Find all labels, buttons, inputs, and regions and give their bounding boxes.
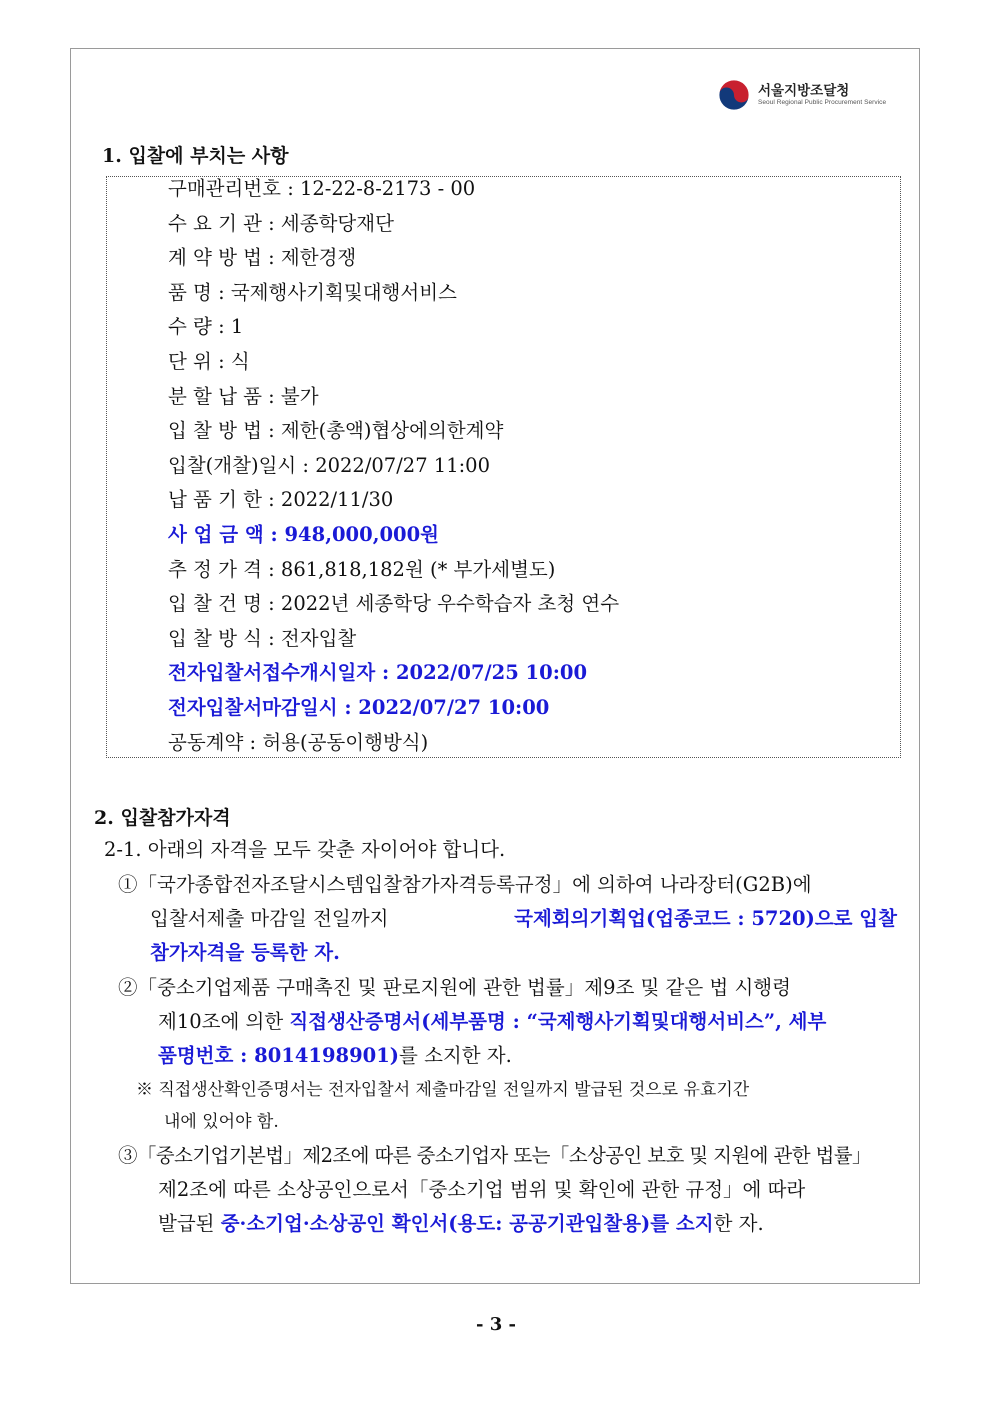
item3-line1: ③「중소기업기본법」제2조에 따른 중소기업자 또는「소상공인 보호 및 지원에 관한 법률」 xyxy=(118,1144,871,1167)
bid-info-row: 추 정 가 격 : 861,818,182원 (* 부가세별도) xyxy=(168,557,556,581)
qualification-intro: 2-1. 아래의 자격을 모두 갖춘 자이어야 합니다. xyxy=(104,838,506,861)
bid-info-row: 수 요 기 관 : 세종학당재단 xyxy=(168,211,394,235)
item3-line3-text: 발급된 xyxy=(158,1212,215,1235)
bid-info-row: 입 찰 건 명 : 2022년 세종학당 우수학습자 초청 연수 xyxy=(168,592,620,616)
logo xyxy=(718,78,898,114)
bid-info-row: 입 찰 방 식 : 전자입찰 xyxy=(168,626,357,650)
item1-line2 xyxy=(150,907,897,930)
taegeuk-emblem-icon xyxy=(718,79,750,111)
bid-info-row: 전자입찰서마감일시 : 2022/07/27 10:00 xyxy=(168,696,550,719)
bid-info-row: 구매관리번호 : 12-22-8-2173 - 00 xyxy=(168,177,476,200)
item2-line1: ②「중소기업제품 구매촉진 및 판로지원에 관한 법률」제9조 및 같은 법 시행령 xyxy=(118,976,791,999)
item1-line1: ①「국가종합전자조달시스템입찰참가자격등록규정」에 의하여 나라장터(G2B)에 xyxy=(118,873,812,896)
note-line1: ※ 직접생산확인증명서는 전자입찰서 제출마감일 전일까지 발급된 것으로 유효기간 xyxy=(136,1080,750,1100)
bid-info-row: 수 량 : 1 xyxy=(168,315,244,339)
bid-info-row: 품 명 : 국제행사기획및대행서비스 xyxy=(168,280,457,304)
page-number: - 3 - xyxy=(476,1314,516,1335)
bid-info-row: 분 할 납 품 : 불가 xyxy=(168,384,319,408)
item2-line3 xyxy=(158,1044,512,1067)
section2-title: 2. 입찰참가자격 xyxy=(94,807,231,829)
item3-line2: 제2조에 따른 소상공인으로서「중소기업 범위 및 확인에 관한 규정」에 따라 xyxy=(158,1178,806,1201)
logo-name-ko: 서울지방조달청 xyxy=(758,83,850,98)
note-line2: 내에 있어야 함. xyxy=(164,1112,279,1132)
item1-line3: 참가자격을 등록한 자. xyxy=(150,941,340,964)
logo-name-en: Seoul Regional Public Procurement Service xyxy=(758,99,887,106)
item3-line3-end: 한 자. xyxy=(713,1212,764,1235)
bid-info-row: 공동계약 : 허용(공동이행방식) xyxy=(168,730,429,754)
section1-title: 1. 입찰에 부치는 사항 xyxy=(102,145,289,167)
item2-line2 xyxy=(158,1010,826,1033)
item3-line3-highlight: 중·소기업·소상공인 확인서(용도: 공공기관입찰용)를 소지 xyxy=(220,1212,714,1235)
item2-line3-text: 를 소지한 자. xyxy=(399,1044,512,1067)
item1-line2-text: 입찰서제출 마감일 전일까지 xyxy=(150,907,389,930)
bid-info-row: 사 업 금 액 : 948,000,000원 xyxy=(168,523,440,546)
item2-line2-highlight: 직접생산증명서(세부품명 : “국제행사기획및대행서비스”, 세부 xyxy=(289,1010,827,1033)
bid-info-row: 계 약 방 법 : 제한경쟁 xyxy=(168,246,357,270)
item2-line3-highlight: 품명번호 : 8014198901) xyxy=(158,1044,400,1067)
bid-info-row: 납 품 기 한 : 2022/11/30 xyxy=(168,488,394,512)
bid-info-row: 입찰(개찰)일시 : 2022/07/27 11:00 xyxy=(168,453,490,477)
item3-line3 xyxy=(158,1212,764,1235)
bid-info-row: 전자입찰서접수개시일자 : 2022/07/25 10:00 xyxy=(168,661,588,685)
bid-info-row: 단 위 : 식 xyxy=(168,350,250,373)
bid-info-row: 입 찰 방 법 : 제한(총액)협상에의한계약 xyxy=(168,419,504,443)
item2-line2-text: 제10조에 의한 xyxy=(158,1010,284,1033)
item1-line2-highlight: 국제회의기획업(업종코드 : 5720)으로 입찰 xyxy=(514,907,897,930)
